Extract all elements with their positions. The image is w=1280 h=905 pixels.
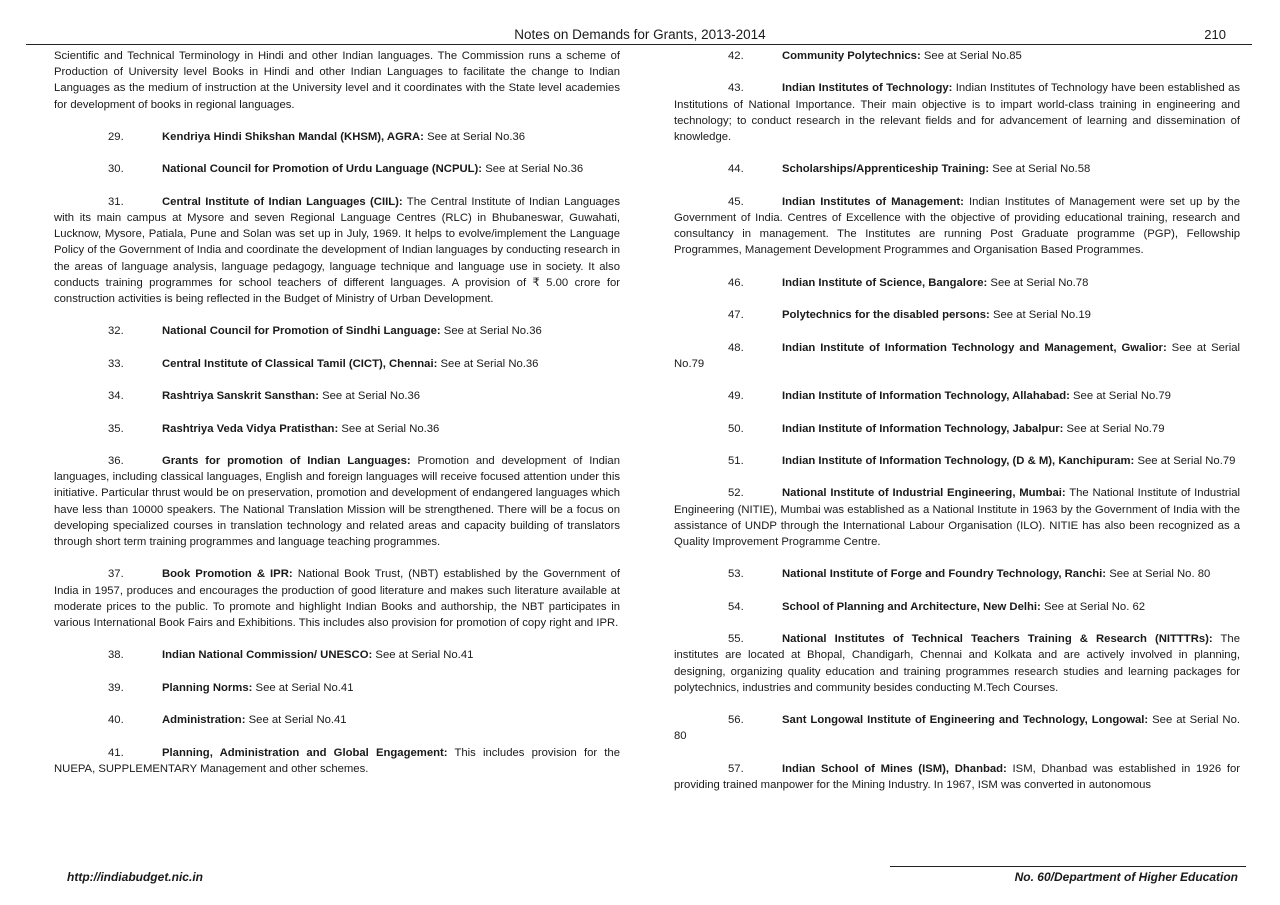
serial-item bbox=[54, 421, 620, 437]
serial-heading: Indian School of Mines (ISM), Dhanbad: bbox=[782, 762, 1007, 775]
serial-text: Indian Institutes of Technology have been established as Institutions of National Importance. Their main objective is to impart world-class training in engineering and technology; to conduct research in the relevant fields and for advancement of learning and dissemination of knowledge. bbox=[674, 82, 1241, 143]
serial-text: See at Serial No. 80 bbox=[674, 714, 1240, 743]
serial-heading: National Institutes of Technical Teachers Training & Research (NITTTRs): bbox=[782, 633, 1213, 646]
serial-heading: Indian Institute of Information Technology, Jabalpur: bbox=[782, 422, 1064, 435]
serial-text: See at Serial No.36 bbox=[443, 325, 542, 338]
serial-item bbox=[54, 323, 620, 339]
left-item-list bbox=[54, 129, 620, 777]
serial-number: 30. bbox=[108, 163, 124, 176]
serial-item bbox=[674, 421, 1240, 437]
serial-text: See at Serial No.78 bbox=[990, 276, 1089, 289]
serial-number: 54. bbox=[728, 600, 744, 613]
serial-text: See at Serial No.79 bbox=[1073, 390, 1171, 403]
serial-text: See at Serial No.41 bbox=[255, 681, 354, 694]
serial-item bbox=[674, 307, 1240, 323]
serial-text: See at Serial No.79 bbox=[674, 341, 1240, 370]
serial-number: 41. bbox=[108, 746, 124, 759]
footer-department: No. 60/Department of Higher Education bbox=[1014, 870, 1238, 884]
serial-number: 53. bbox=[728, 568, 744, 581]
serial-text: National Book Trust, (NBT) established by the Government of India in 1957, produces and encourages the production of good literature and makes such literature available at moderate prices to the public. To promote and highlight Indian Books and authorship, the NBT participates in various International Book Fairs and Exhibitions. This includes also provision for promotion of copy right and IPR. bbox=[54, 568, 621, 629]
serial-item bbox=[674, 485, 1240, 550]
serial-text: See at Serial No.79 bbox=[1066, 422, 1165, 435]
serial-heading: Rashtriya Sanskrit Sansthan: bbox=[162, 390, 319, 403]
serial-number: 39. bbox=[108, 681, 124, 694]
serial-text: See at Serial No.41 bbox=[375, 649, 474, 662]
right-item-list bbox=[674, 48, 1240, 793]
serial-number: 40. bbox=[108, 714, 124, 727]
serial-number: 55. bbox=[728, 633, 744, 646]
serial-number: 49. bbox=[728, 390, 744, 403]
serial-heading: Planning, Administration and Global Engagement: bbox=[162, 746, 448, 759]
serial-item bbox=[54, 161, 620, 177]
serial-item bbox=[674, 631, 1240, 696]
serial-number: 45. bbox=[728, 195, 744, 208]
serial-text: See at Serial No.79 bbox=[1137, 454, 1236, 467]
serial-text: ISM, Dhanbad was established in 1926 for providing trained manpower for the Mining Industry. In 1967, ISM was converted in autonomous bbox=[674, 762, 1241, 791]
serial-heading: Indian Institute of Information Technology, Allahabad: bbox=[782, 390, 1070, 403]
serial-text: See at Serial No.36 bbox=[485, 163, 584, 176]
serial-heading: Indian National Commission/ UNESCO: bbox=[162, 649, 373, 662]
serial-number: 44. bbox=[728, 163, 744, 176]
serial-number: 51. bbox=[728, 454, 744, 467]
serial-text: See at Serial No.36 bbox=[322, 390, 421, 403]
serial-number: 48. bbox=[728, 341, 744, 354]
serial-number: 57. bbox=[728, 762, 744, 775]
serial-item bbox=[54, 566, 620, 631]
serial-item bbox=[674, 388, 1240, 404]
serial-text: See at Serial No.19 bbox=[992, 309, 1091, 322]
serial-text: See at Serial No.85 bbox=[923, 50, 1022, 62]
serial-heading: Indian Institute of Science, Bangalore: bbox=[782, 276, 988, 289]
serial-heading: National Institute of Forge and Foundry Technology, Ranchi: bbox=[782, 568, 1107, 581]
serial-heading: Grants for promotion of Indian Languages: bbox=[162, 454, 411, 467]
serial-heading: National Council for Promotion of Sindhi Language: bbox=[162, 325, 441, 338]
serial-number: 36. bbox=[108, 454, 124, 467]
intro-paragraph: Scientific and Technical Terminology in Hindi and other Indian languages. The Commission runs a scheme of Production of University level Books in Hindi and other Indian Languages to facilitate the change to Indian Languages as the medium of instruction at the University level and it coordinates with the State level academies for development of books in regional languages. bbox=[54, 50, 620, 111]
serial-heading: Central Institute of Classical Tamil (CICT), Chennai: bbox=[162, 357, 438, 370]
serial-heading: Kendriya Hindi Shikshan Mandal (KHSM), AGRA: bbox=[162, 131, 424, 143]
serial-item bbox=[674, 161, 1240, 177]
serial-number: 32. bbox=[108, 325, 124, 338]
serial-number: 35. bbox=[108, 422, 124, 435]
serial-number: 56. bbox=[728, 714, 744, 727]
serial-number: 33. bbox=[108, 357, 124, 370]
serial-item bbox=[674, 80, 1240, 145]
serial-heading: Rashtriya Veda Vidya Pratisthan: bbox=[162, 422, 339, 435]
footer-url[interactable]: http://indiabudget.nic.in bbox=[67, 870, 203, 884]
serial-item bbox=[674, 566, 1240, 582]
serial-heading: National Council for Promotion of Urdu Language (NCPUL): bbox=[162, 163, 483, 176]
serial-item bbox=[674, 453, 1240, 469]
serial-text: See at Serial No.58 bbox=[992, 163, 1091, 176]
serial-heading: Book Promotion & IPR: bbox=[162, 568, 293, 581]
serial-heading: Administration: bbox=[162, 714, 246, 727]
serial-number: 37. bbox=[108, 568, 124, 581]
serial-item bbox=[54, 712, 620, 728]
page-number: 210 bbox=[1204, 27, 1226, 42]
serial-item bbox=[54, 194, 620, 307]
serial-number: 34. bbox=[108, 390, 124, 403]
serial-number: 47. bbox=[728, 309, 744, 322]
serial-heading: Indian Institute of Information Technology and Management, Gwalior: bbox=[782, 341, 1167, 354]
left-column bbox=[54, 48, 620, 793]
serial-heading: National Institute of Industrial Engineering, Mumbai: bbox=[782, 487, 1066, 500]
right-column bbox=[674, 48, 1240, 809]
serial-text: This includes provision for the NUEPA, SUPPLEMENTARY Management and other schemes. bbox=[54, 746, 620, 775]
serial-heading: Polytechnics for the disabled persons: bbox=[782, 309, 990, 322]
serial-number: 50. bbox=[728, 422, 744, 435]
serial-item bbox=[674, 761, 1240, 793]
serial-item bbox=[54, 745, 620, 777]
serial-item bbox=[674, 275, 1240, 291]
serial-number: 43. bbox=[728, 82, 744, 95]
serial-text: See at Serial No.36 bbox=[341, 422, 440, 435]
page-header bbox=[26, 26, 1252, 45]
serial-item bbox=[54, 680, 620, 696]
serial-item bbox=[54, 388, 620, 404]
serial-number: 52. bbox=[728, 487, 744, 500]
serial-heading: Indian Institute of Information Technology, (D & M), Kanchipuram: bbox=[782, 454, 1135, 467]
serial-heading: Planning Norms: bbox=[162, 681, 253, 694]
serial-heading: Central Institute of Indian Languages (CIIL): bbox=[162, 195, 403, 208]
footer-divider bbox=[890, 866, 1246, 867]
serial-item bbox=[674, 712, 1240, 744]
serial-text: See at Serial No.36 bbox=[427, 131, 526, 143]
serial-heading: Scholarships/Apprenticeship Training: bbox=[782, 163, 990, 176]
serial-number: 38. bbox=[108, 649, 124, 662]
serial-text: See at Serial No.36 bbox=[440, 357, 539, 370]
serial-text: The institutes are located at Bhopal, Chandigarh, Chennai and Kolkata and are actively involved in planning, designing, organizing quality education and training programmes research studies and learning packages for polytechnics, industries and community besides conducting M.Tech Courses. bbox=[674, 633, 1240, 694]
serial-heading: Sant Longowal Institute of Engineering and Technology, Longowal: bbox=[782, 714, 1149, 727]
serial-text: See at Serial No. 62 bbox=[1043, 600, 1146, 613]
serial-text: The National Institute of Industrial Engineering (NITIE), Mumbai was established as a National Institute in 1963 by the Government of India with the assistance of UNDP through the International Labour Organisation (ILO). NITIE has also been recognized as a Quality Improvement Programme Centre. bbox=[674, 487, 1240, 548]
serial-number: 31. bbox=[108, 195, 124, 208]
serial-item bbox=[54, 647, 620, 663]
serial-heading: School of Planning and Architecture, New Delhi: bbox=[782, 600, 1041, 613]
serial-item bbox=[54, 129, 620, 145]
serial-item bbox=[674, 599, 1240, 615]
serial-heading: Community Polytechnics: bbox=[782, 50, 921, 62]
serial-text: See at Serial No. 80 bbox=[1109, 568, 1211, 581]
serial-text: See at Serial No.41 bbox=[248, 714, 347, 727]
serial-number: 42. bbox=[728, 50, 744, 62]
serial-text: The Central Institute of Indian Languages with its main campus at Mysore and seven Regional Language Centres (RLC) in Bhubaneswar, Guwahati, Lucknow, Mysore, Patiala, Pune and Solan was set up in July, 1969. It helps to evolve/implement the Language Policy of the Government of India and coordinate the development of Indian languages by conducting research in the areas of language analysis, language pedagogy, language technique and language use in society. It also conducts training programmes for school teachers of different languages. A provision of ₹ 5.00 crore for construction activities is being reflected in the Budget of Ministry of Urban Development. bbox=[54, 195, 620, 305]
serial-item bbox=[54, 453, 620, 550]
serial-item bbox=[674, 48, 1240, 64]
serial-item bbox=[674, 340, 1240, 372]
serial-heading: Indian Institutes of Technology: bbox=[782, 82, 953, 95]
serial-item bbox=[54, 356, 620, 372]
serial-number: 46. bbox=[728, 276, 744, 289]
serial-text: Promotion and development of Indian languages, including classical languages, English and foreign languages will receive focused attention under this initiative. Particular thrust would be on preservation, promotion and development of endangered languages which have less than 10000 speakers. The National Translation Mission will be strengthened. There will be a focus on developing specialized courses in translation technology and related areas and capacity building of translators through short term training programmes and language teaching programmes. bbox=[54, 454, 620, 548]
page-title: Notes on Demands for Grants, 2013-2014 bbox=[514, 27, 766, 42]
serial-item bbox=[674, 194, 1240, 259]
serial-number: 29. bbox=[108, 131, 124, 143]
serial-text: Indian Institutes of Management were set up by the Government of India. Centres of Excellence with the objective of providing educational training, research and consultancy in management. The Institutes are running Post Graduate programme (PGP), Fellowship Programmes, Management Development Programmes and Organisation Based Programmes. bbox=[674, 195, 1240, 257]
serial-heading: Indian Institutes of Management: bbox=[782, 195, 964, 208]
